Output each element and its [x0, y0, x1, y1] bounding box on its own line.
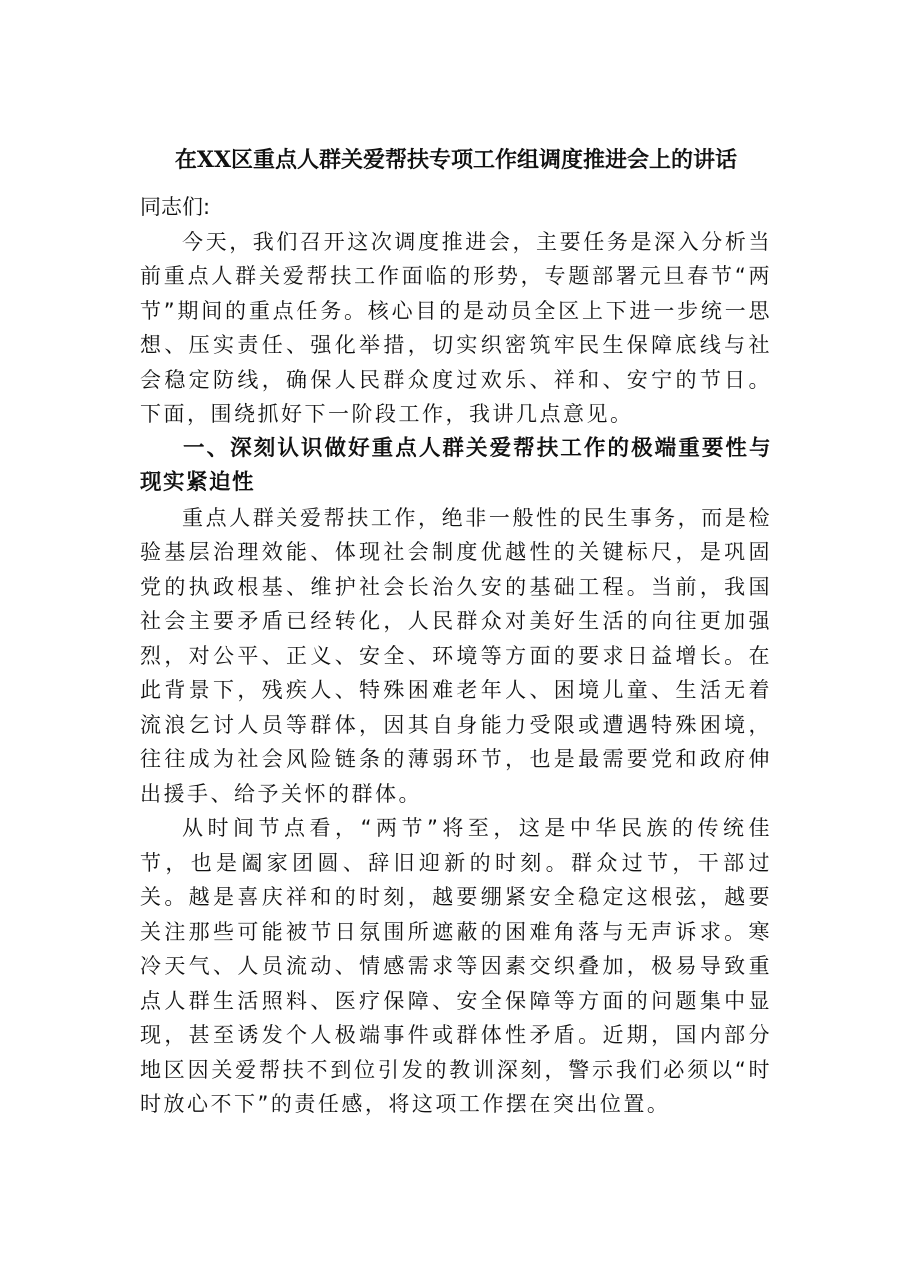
salutation: 同志们:	[140, 195, 211, 219]
document-title: 在XX区重点人群关爱帮扶专项工作组调度推进会上的讲话	[174, 147, 738, 173]
body-paragraph: 重点人群关爱帮扶工作，绝非一般性的民生事务，而是检验基层治理效能、体现社会制度优越性的关键标尺，是巩固党的执政根基、维护社会长治久安的基础工程。当前，我国社会主要矛盾已经转化，人民群众对美好生活的向往更加强烈，对公平、正义、安全、环境等方面的要求日益增长。在此背景下，残疾人、特殊困难老年人、困境儿童、生活无着流浪乞讨人员等群体，因其自身能力受限或遭遇特殊困境，往往成为社会风险链条的薄弱环节，也是最需要党和政府伸出援手、给予关怀的群体。	[140, 505, 772, 806]
intro-paragraph: 今天，我们召开这次调度推进会，主要任务是深入分析当前重点人群关爱帮扶工作面临的形势，专题部署元旦春节“两节”期间的重点任务。核心目的是动员全区上下进一步统一思想、压实责任、强化举措，切实织密筑牢民生保障底线与社会稳定防线，确保人民群众度过欢乐、祥和、安宁的节日。下面，围绕抓好下一阶段工作，我讲几点意见。	[140, 229, 772, 426]
section-heading: 一、深刻认识做好重点人群关爱帮扶工作的极端重要性与现实紧迫性	[140, 435, 772, 495]
document-body	[140, 140, 772, 1122]
body-paragraph: 从时间节点看，“两节”将至，这是中华民族的传统佳节，也是阖家团圆、辞旧迎新的时刻。群众过节，干部过关。越是喜庆祥和的时刻，越要绷紧安全稳定这根弦，越要关注那些可能被节日氛围所遮蔽的困难角落与无声诉求。寒冷天气、人员流动、情感需求等因素交织叠加，极易导致重点人群生活照料、医疗保障、安全保障等方面的问题集中显现，甚至诱发个人极端事件或群体性矛盾。近期，国内部分地区因关爱帮扶不到位引发的教训深刻，警示我们必须以“时时放心不下”的责任感，将这项工作摆在突出位置。	[140, 816, 772, 1116]
